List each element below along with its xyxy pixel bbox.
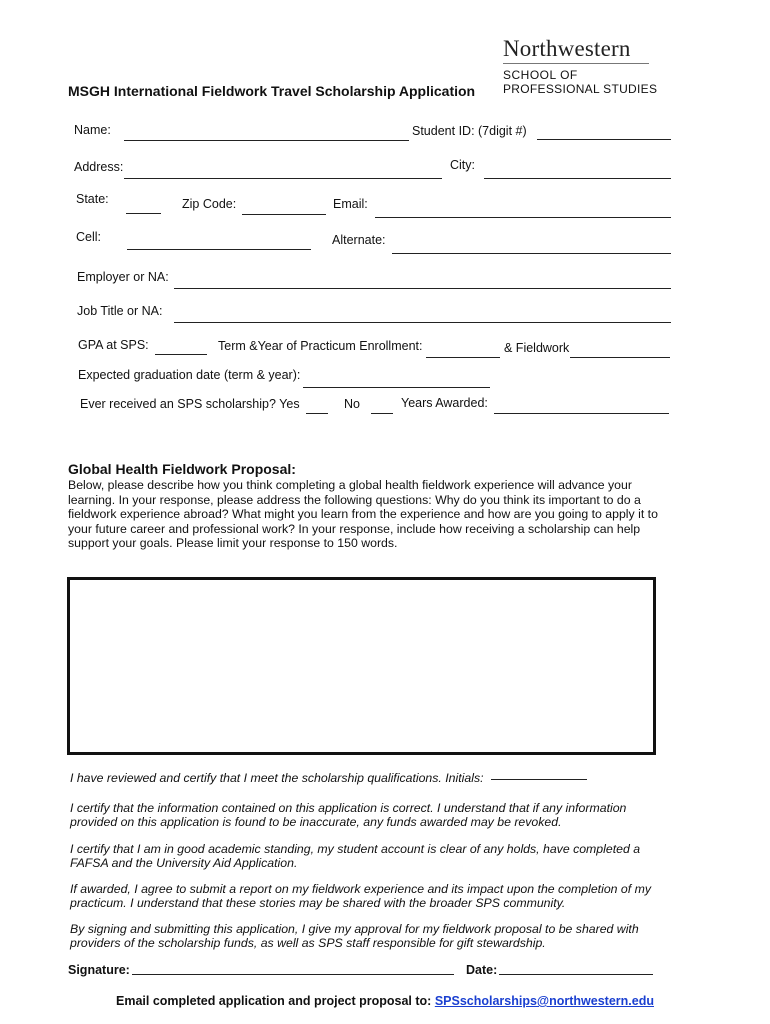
cell-label: Cell: [76, 230, 102, 244]
logo-school-of: SCHOOL OF [503, 68, 578, 82]
graduation-date-field[interactable] [303, 387, 490, 388]
student-id-field[interactable] [537, 139, 671, 140]
scholarship-yes-field[interactable] [306, 413, 328, 414]
employer-label: Employer or NA: [77, 270, 169, 284]
zip-field[interactable] [242, 214, 326, 215]
years-awarded-field[interactable] [494, 413, 669, 414]
certification-accuracy: I certify that the information contained on this application is correct. I understand that if any information provided on this application is found to be inaccurate, any funds awarded may be revoked. [70, 801, 627, 829]
certification-initials [70, 772, 670, 786]
page-title: MSGH International Fieldwork Travel Scholarship Application [68, 83, 476, 99]
signature-label: Signature: [68, 963, 130, 977]
cell-field[interactable] [127, 249, 311, 250]
zip-label: Zip Code: [182, 197, 237, 211]
certification-sharing: By signing and submitting this application, I give my approval for my fieldwork proposal to be shared with providers of the scholarship funds, as well as SPS staff responsible for gift stewardship. [70, 922, 639, 950]
submission-email-link[interactable]: SPSscholarships@northwestern.edu [434, 994, 654, 1008]
student-id-label: Student ID: (7digit #) [412, 124, 527, 138]
scholarship-no-label: No [344, 397, 360, 411]
proposal-instructions: Below, please describe how you think completing a global health fieldwork experience will advance your learning. In your response, please address the following questions: Why do you think its important to do a fieldwork experience abroad? What might you learn from the experience and how are you going to apply it to your future career and professional work? In your response, include how receiving a scholarship can help support your goals. Please limit your response to 150 words. [68, 478, 658, 550]
term-year-field[interactable] [426, 357, 500, 358]
certification-initials-text: I have reviewed and certify that I meet the scholarship qualifications. Initials: [70, 771, 484, 785]
address-field[interactable] [124, 178, 442, 179]
alternate-label: Alternate: [332, 233, 386, 247]
years-awarded-label: Years Awarded: [401, 396, 488, 410]
scholarship-no-field[interactable] [371, 413, 393, 414]
northwestern-logo: Northwestern [503, 36, 631, 61]
submission-prefix: Email completed application and project proposal to: [116, 994, 432, 1008]
logo-divider [503, 63, 649, 64]
initials-field[interactable] [491, 779, 587, 780]
address-label: Address: [74, 160, 124, 174]
proposal-response-box[interactable] [67, 577, 656, 755]
graduation-date-label: Expected graduation date (term & year): [78, 368, 301, 382]
signature-field[interactable] [132, 974, 454, 975]
term-year-label: Term &Year of Practicum Enrollment: [218, 339, 423, 353]
submission-instructions [0, 994, 770, 1008]
employer-field[interactable] [174, 288, 671, 289]
alternate-field[interactable] [392, 253, 671, 254]
proposal-heading: Global Health Fieldwork Proposal: [68, 461, 296, 477]
name-label: Name: [74, 123, 111, 137]
name-field[interactable] [124, 140, 409, 141]
scholarship-question-label: Ever received an SPS scholarship? Yes [80, 397, 300, 411]
certification-report: If awarded, I agree to submit a report on my fieldwork experience and its impact upon the completion of my practicum. I understand that these stories may be shared with the broader SPS community. [70, 882, 651, 910]
logo-professional-studies: PROFESSIONAL STUDIES [503, 82, 658, 96]
job-title-field[interactable] [174, 322, 671, 323]
gpa-label: GPA at SPS: [78, 338, 149, 352]
date-label: Date: [466, 963, 498, 977]
certification-standing: I certify that I am in good academic standing, my student account is clear of any holds, have completed a FAFSA and the University Aid Application. [70, 842, 641, 870]
email-label: Email: [333, 197, 368, 211]
fieldwork-field[interactable] [570, 357, 670, 358]
signature-row [68, 963, 130, 977]
state-field[interactable] [126, 213, 161, 214]
fieldwork-label: & Fieldwork [504, 341, 570, 355]
state-label: State: [76, 192, 109, 206]
gpa-field[interactable] [155, 354, 207, 355]
job-title-label: Job Title or NA: [77, 304, 163, 318]
city-label: City: [450, 158, 475, 172]
city-field[interactable] [484, 178, 671, 179]
email-field[interactable] [375, 217, 671, 218]
date-field[interactable] [499, 974, 653, 975]
